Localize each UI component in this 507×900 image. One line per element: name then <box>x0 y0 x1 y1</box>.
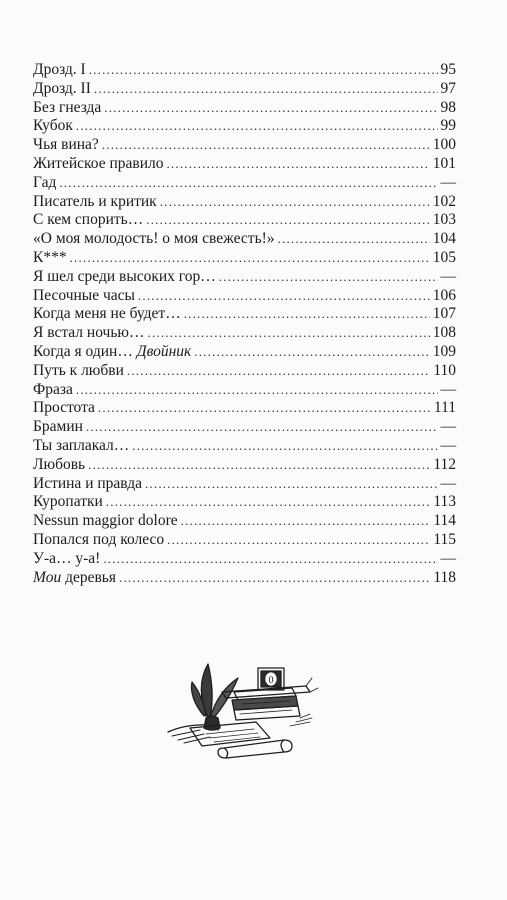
toc-entry <box>33 569 456 588</box>
toc-entry-page: — <box>440 474 456 492</box>
toc-entry-title-text: Песочные часы <box>33 286 135 304</box>
toc-entry <box>33 493 456 512</box>
toc-entry <box>33 117 456 136</box>
toc-leader-dots <box>70 249 430 268</box>
toc-entry-page: 115 <box>433 530 456 548</box>
toc-entry-title-text: Когда я один… <box>33 342 133 360</box>
toc-entry-title-text: Дрозд. I <box>33 61 86 78</box>
toc-leader-dots <box>145 475 438 494</box>
toc-entry-page: 95 <box>440 61 456 78</box>
toc-entry <box>33 249 456 268</box>
toc-entry <box>33 550 456 569</box>
toc-entry <box>33 399 456 418</box>
toc-entry-page: 100 <box>432 136 456 154</box>
toc-leader-dots <box>127 362 430 381</box>
toc-leader-dots <box>102 136 430 155</box>
toc-leader-dots <box>119 569 430 588</box>
toc-entry-title <box>33 362 124 381</box>
toc-entry-title <box>33 493 103 512</box>
toc-entry-title-emphasis: Мои <box>33 568 62 586</box>
toc-entry <box>33 99 456 118</box>
toc-entry-title <box>33 381 73 400</box>
toc-entry-title-text: Писатель и критик <box>33 192 157 210</box>
toc-entry-page: 99 <box>440 117 456 135</box>
toc-entry-title <box>33 437 129 456</box>
toc-entry-title <box>33 174 56 193</box>
toc-entry-page: 108 <box>432 324 456 342</box>
toc-entry-page: 109 <box>432 342 456 360</box>
toc-entry-title <box>33 211 143 230</box>
toc-entry-page: 114 <box>433 512 456 530</box>
toc-entry-title <box>33 418 83 437</box>
toc-leader-dots <box>106 493 431 512</box>
toc-entry-page: 103 <box>432 211 456 229</box>
toc-entry-page: 105 <box>432 248 456 266</box>
toc-entry-page: 98 <box>440 98 456 116</box>
toc-entry-page: — <box>440 380 456 398</box>
toc-leader-dots <box>181 512 431 531</box>
toc-leader-dots <box>88 456 430 475</box>
toc-entry <box>33 155 456 174</box>
toc-entry <box>33 418 456 437</box>
toc-entry-page: 102 <box>432 192 456 210</box>
toc-entry-page: 118 <box>433 568 456 586</box>
toc-entry <box>33 531 456 550</box>
toc-entry-title <box>33 99 101 118</box>
table-of-contents <box>33 61 456 587</box>
toc-leader-dots <box>132 437 437 456</box>
toc-entry-page: — <box>440 173 456 191</box>
toc-entry-title <box>33 456 85 475</box>
toc-leader-dots <box>194 343 429 362</box>
toc-leader-dots <box>146 211 430 230</box>
toc-entry-page: 106 <box>432 286 456 304</box>
toc-leader-dots <box>98 399 431 418</box>
toc-entry-title-text: Истина и правда <box>33 474 142 492</box>
writing-desk-vignette-icon <box>160 652 325 762</box>
toc-entry-title-text: У-а… у-а! <box>33 549 101 567</box>
toc-entry-page: 111 <box>433 399 456 417</box>
toc-entry-page: 110 <box>433 361 456 379</box>
toc-entry-title <box>33 249 67 268</box>
toc-entry-page: 107 <box>432 305 456 323</box>
toc-entry-page: 112 <box>433 455 456 473</box>
toc-entry-title-text: С кем спорить… <box>33 211 144 229</box>
toc-leader-dots <box>166 155 429 174</box>
toc-entry-title-text: Любовь <box>33 455 86 473</box>
toc-entry <box>33 475 456 494</box>
toc-entry <box>33 512 456 531</box>
toc-entry-title-emphasis: Двойник <box>136 342 192 360</box>
toc-entry-page: — <box>440 549 456 567</box>
toc-entry-page: 101 <box>432 154 456 172</box>
toc-leader-dots <box>160 193 430 212</box>
toc-entry-title-text: Дрозд. II <box>33 79 91 97</box>
toc-entry-title <box>33 287 135 306</box>
toc-entry-page: — <box>440 436 456 454</box>
toc-entry <box>33 211 456 230</box>
toc-entry <box>33 287 456 306</box>
toc-entry-title <box>33 155 163 174</box>
toc-leader-dots <box>184 305 430 324</box>
toc-entry-title-text: Кубок <box>33 117 73 135</box>
toc-entry-page: 104 <box>432 230 456 248</box>
toc-entry-title <box>33 61 86 80</box>
toc-leader-dots <box>86 418 438 437</box>
toc-entry-title <box>33 569 116 588</box>
toc-entry-title <box>33 512 178 531</box>
toc-entry <box>33 343 456 362</box>
toc-entry <box>33 174 456 193</box>
toc-entry <box>33 61 456 80</box>
toc-entry-title-text: Nessun maggior dolore <box>33 512 178 530</box>
toc-entry <box>33 136 456 155</box>
toc-entry <box>33 362 456 381</box>
toc-entry-title <box>33 475 142 494</box>
toc-entry <box>33 230 456 249</box>
toc-leader-dots <box>167 531 430 550</box>
toc-entry <box>33 456 456 475</box>
toc-entry-title <box>33 399 95 418</box>
toc-entry-title-text: К*** <box>33 248 67 266</box>
toc-leader-dots <box>103 550 437 569</box>
toc-entry-title <box>33 268 216 287</box>
toc-entry <box>33 268 456 287</box>
toc-entry <box>33 305 456 324</box>
toc-leader-dots <box>138 287 430 306</box>
toc-entry-title <box>33 305 181 324</box>
toc-entry-title-text: «О моя молодость! о моя свежесть!» <box>33 230 275 248</box>
toc-entry-title <box>33 343 191 362</box>
toc-leader-dots <box>76 117 438 136</box>
toc-entry <box>33 381 456 400</box>
toc-entry <box>33 80 456 99</box>
toc-entry-title-text: Попался под колесо <box>33 530 165 548</box>
toc-leader-dots <box>94 80 438 99</box>
toc-entry-title <box>33 193 157 212</box>
toc-leader-dots <box>148 324 430 343</box>
toc-entry-title-text: Путь к любви <box>33 361 124 379</box>
toc-leader-dots <box>104 99 437 118</box>
toc-entry <box>33 324 456 343</box>
toc-entry-title-text: Фраза <box>33 380 73 398</box>
toc-entry-page: — <box>440 267 456 285</box>
toc-entry-title-text: деревья <box>61 568 116 586</box>
toc-entry-page: — <box>440 418 456 436</box>
toc-entry-title-text: Я шел среди высоких гор… <box>33 267 216 285</box>
toc-entry-title-text: Брамин <box>33 418 83 436</box>
toc-leader-dots <box>278 230 430 249</box>
toc-entry-page: 97 <box>440 79 456 97</box>
toc-entry-title <box>33 230 275 249</box>
toc-entry-title-text: Гад <box>33 173 57 191</box>
toc-entry-title-text: Чья вина? <box>33 136 99 154</box>
toc-entry-title <box>33 324 145 343</box>
toc-leader-dots <box>76 381 438 400</box>
toc-leader-dots <box>219 268 438 287</box>
toc-entry-page: 113 <box>433 493 456 511</box>
toc-entry-title-text: Житейское правило <box>33 154 164 172</box>
toc-entry-title-text: Простота <box>33 399 95 417</box>
clock-face-text: 0 <box>268 675 274 686</box>
toc-leader-dots <box>89 61 438 80</box>
toc-entry-title-text: Куропатки <box>33 493 103 511</box>
toc-entry-title <box>33 550 100 569</box>
toc-entry-title <box>33 80 91 99</box>
toc-entry-title <box>33 136 99 155</box>
toc-entry-title-text: Я встал ночью… <box>33 324 145 342</box>
toc-entry <box>33 193 456 212</box>
toc-entry-title <box>33 117 73 136</box>
toc-entry-title <box>33 531 164 550</box>
toc-entry <box>33 437 456 456</box>
toc-entry-title-text: Без гнезда <box>33 98 102 116</box>
toc-entry-title-text: Когда меня не будет… <box>33 305 181 323</box>
toc-entry-title-text: Ты заплакал… <box>33 436 130 454</box>
toc-leader-dots <box>59 174 437 193</box>
